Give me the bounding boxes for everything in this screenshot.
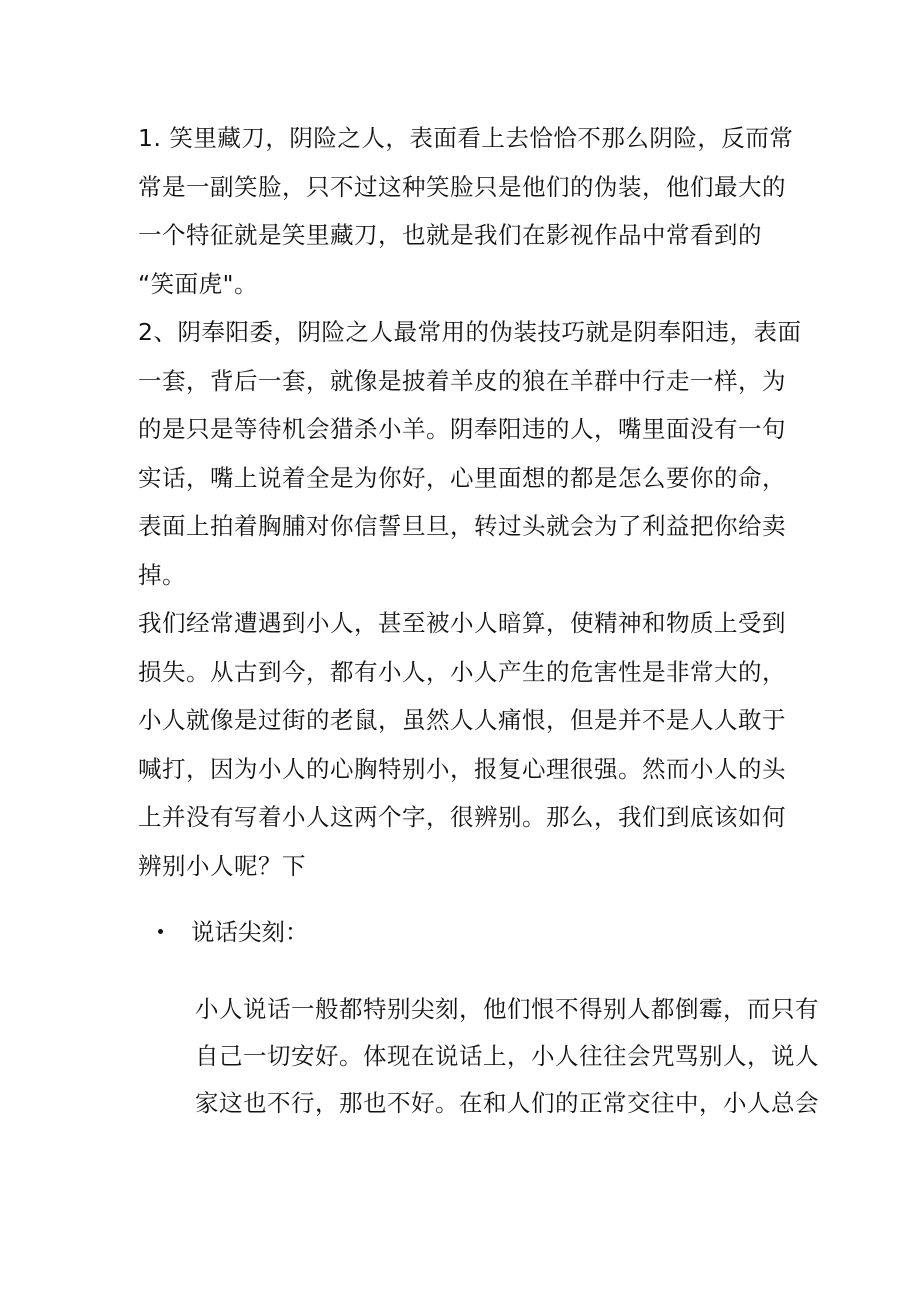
bullet-item [158,908,309,956]
text-line: 喊打，因为小人的心胸特别小，报复心理很强。然而小人的头 [138,754,786,783]
main-text-block [138,114,802,890]
text-line: 2、阴奉阳委，阴险之人最常用的伪装技巧就是阴奉阳违，表面 [138,318,802,346]
text-line: 小人说话一般都特别尖刻，他们恨不得别人都倒霉，而只有 [195,995,819,1023]
text-line: 实话，嘴上说着全是为你好，心里面想的都是怎么要你的命， [138,463,786,492]
text-line: 掉。 [138,560,186,589]
text-line: 损失。从古到今，都有小人，小人产生的危害性是非常大的， [138,657,786,686]
text-line: “笑面虎"。 [138,269,258,298]
text-line: 的是只是等待机会猎杀小羊。阴奉阳违的人，嘴里面没有一句 [138,415,786,443]
text-line: 上并没有写着小人这两个字，很辨别。那么，我们到底该如何 [138,803,786,831]
bullet-dot-icon [158,929,163,934]
text-line: 1. 笑里藏刀，阴险之人，表面看上去恰恰不那么阴险，反而常 [138,124,794,152]
text-line: 自己一切安好。体现在说话上，小人往往会咒骂别人，说人 [195,1042,819,1070]
paragraph-3 [138,599,788,890]
text-line: 小人就像是过街的老鼠，虽然人人痛恨，但是并不是人人敢于 [138,706,786,734]
text-line: 辨别小人呢？下 [138,851,306,880]
text-line: 表面上拍着胸脯对你信誓旦旦，转过头就会为了利益把你给卖 [138,512,786,540]
text-line: 家这也不行，那也不好。在和人们的正常交往中，小人总会 [195,1089,819,1117]
text-line: 常是一副笑脸，只不过这种笑脸只是他们的伪装，他们最大的 [138,172,786,201]
bullet-label: 说话尖刻： [191,918,309,946]
paragraph-2 [138,308,802,599]
paragraph-1 [138,114,794,308]
text-line: 一个特征就是笑里藏刀，也就是我们在影视作品中常看到的 [138,221,762,249]
text-line: 一套，背后一套，就像是披着羊皮的狼在羊群中行走一样，为 [138,366,786,395]
text-line: 我们经常遭遇到小人，甚至被小人暗算，使精神和物质上受到 [138,609,786,637]
bullet-paragraph [195,986,819,1127]
